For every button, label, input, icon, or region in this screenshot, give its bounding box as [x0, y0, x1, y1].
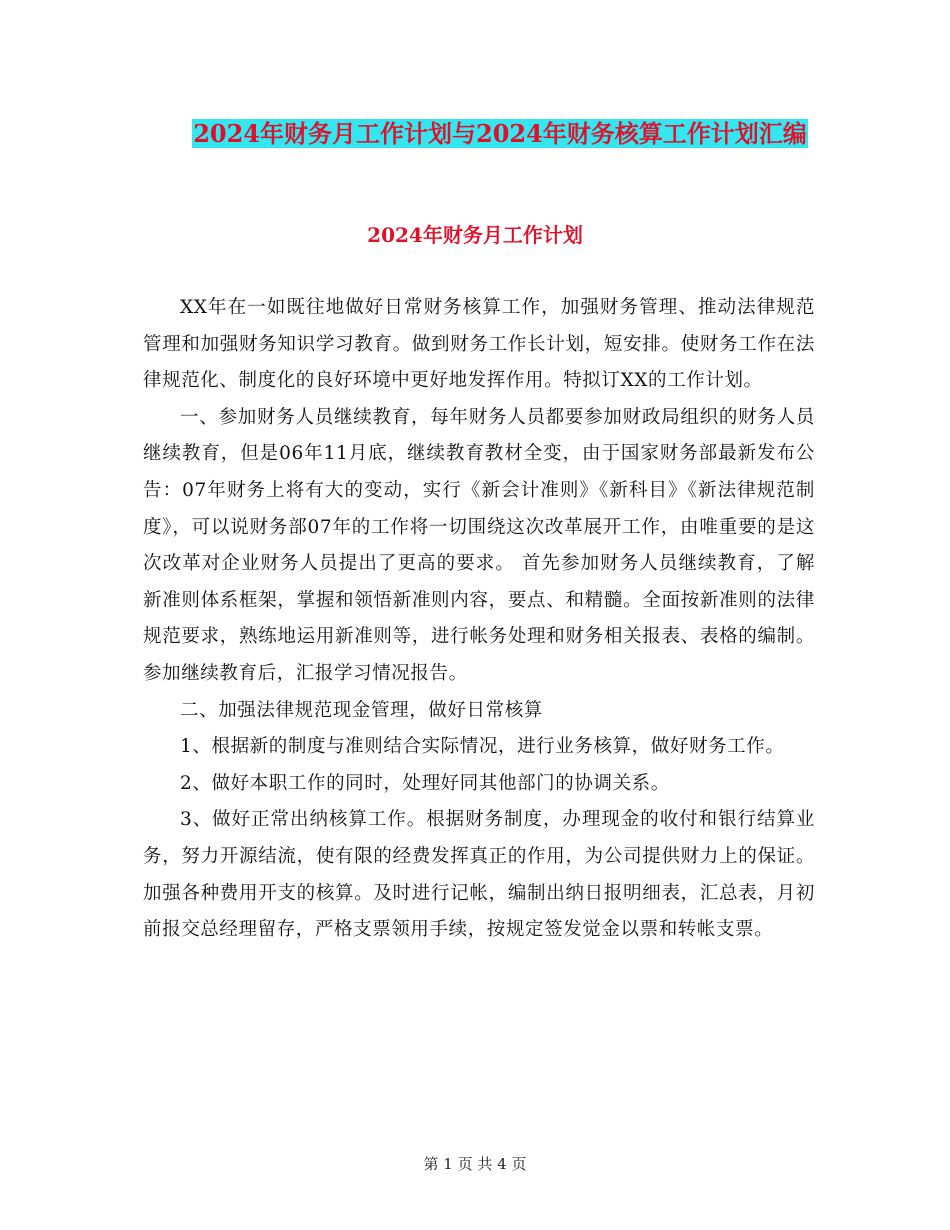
- document-title: [140, 112, 860, 156]
- paragraph-intro: XX年在一如既往地做好日常财务核算工作，加强财务管理、推动法律规范管理和加强财务知识学习教育。做到财务工作长计划，短安排。使财务工作在法律规范化、制度化的良好环境中更好地发挥作用。特拟订XX的工作计划。: [143, 297, 815, 392]
- paragraph-subitem-3: 3、做好正常出纳核算工作。根据财务制度，办理现金的收付和银行结算业务，努力开源结流，使有限的经费发挥真正的作用，为公司提供财力上的保证。加强各种费用开支的核算。及时进行记帐，编制出纳日报明细表，汇总表，月初前报交总经理留存，严格支票领用手续，按规定签发觉金以票和转帐支票。: [143, 809, 815, 941]
- paragraph-item-1: 一、参加财务人员继续教育，每年财务人员都要参加财政局组织的财务人员继续教育，但是06年11月底，继续教育教材全变，由于国家财务部最新发布公告：07年财务上将有大的变动，实行《新会计准则》《新科目》《新法律规范制度》，可以说财务部07年的工作将一切围绕这次改革展开工作，由唯重要的是这次改革对企业财务人员提出了更高的要求。 首先参加财务人员继续教育，了解新准则体系框架，掌握和领悟新准则内容，要点、和精髓。全面按新准则的法律规范要求，熟练地运用新准则等，进行帐务处理和财务相关报表、表格的编制。 参加继续教育后，汇报学习情况报告。: [143, 406, 815, 684]
- paragraph-subitem-2: 2、做好本职工作的同时，处理好同其他部门的协调关系。: [180, 772, 670, 794]
- document-title-highlight: 2024年财务月工作计划与2024年财务核算工作计划汇编: [193, 119, 807, 148]
- section-title: 2024年财务月工作计划: [367, 223, 583, 247]
- page-footer: 第 1 页 共 4 页: [423, 1155, 527, 1173]
- paragraph-subitem-1: 1、根据新的制度与准则结合实际情况，进行业务核算，做好财务工作。: [180, 736, 785, 758]
- paragraph-item-2-heading: 二、加强法律规范现金管理，做好日常核算: [180, 699, 543, 721]
- document-body: [143, 290, 815, 949]
